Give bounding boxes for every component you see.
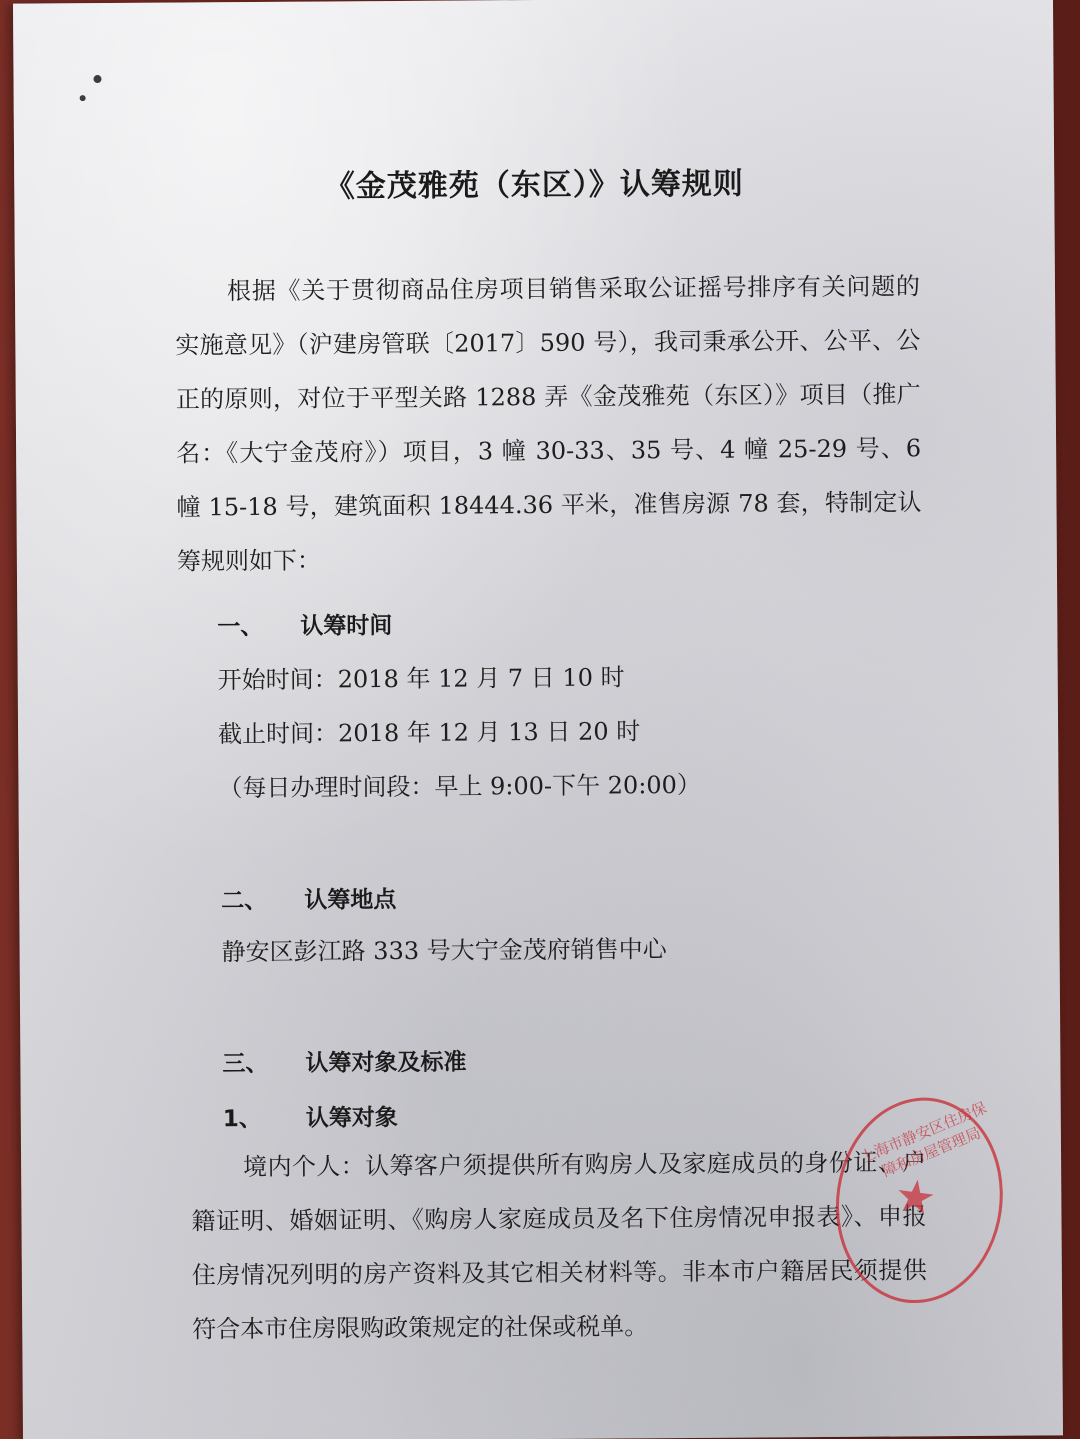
start-time: 开始时间：2018 年 12 月 7 日 10 时 [217, 663, 625, 695]
section-2-title: 认筹地点 [304, 886, 397, 914]
section-3-heading [222, 1044, 466, 1079]
document-sheet [13, 0, 1063, 1439]
pin-hole [93, 75, 101, 83]
section-1-heading [217, 607, 392, 641]
seal-text: 上海市静安区住房保障和房屋管理局 [857, 1098, 990, 1181]
document-title: 《金茂雅苑（东区）》认筹规则 [324, 166, 744, 205]
section-3-title: 认筹对象及标准 [305, 1049, 467, 1077]
subsection-1-title: 认筹对象 [305, 1104, 398, 1132]
subsection-1-number: 1、 [222, 1105, 262, 1133]
pin-hole [80, 95, 86, 101]
subsection-1-heading [223, 1099, 398, 1133]
subsection-1-text: 境内个人：认筹客户须提供所有购房人及家庭成员的身份证、户籍证明、婚姻证明、《购房人家庭成员及名下住房情况申报表》、申报住房情况列明的房产资料及其它相关材料等。非本市户籍居民须提供符合本市住房限购政策规定的社保或税单。 [191, 1148, 927, 1344]
section-1-title: 认筹时间 [300, 613, 393, 640]
daily-hours: （每日办理时间段：早上 9:00-下午 20:00） [218, 770, 701, 803]
location-text: 静安区彭江路 333 号大宁金茂府销售中心 [221, 935, 667, 967]
section-2-number: 二、 [221, 887, 268, 915]
seal-star-icon: ★ [891, 1167, 940, 1227]
section-2-heading [221, 881, 396, 915]
section-3-number: 三、 [222, 1050, 269, 1078]
end-time: 截止时间：2018 年 12 月 13 日 20 时 [217, 717, 641, 749]
section-1-number: 一、 [217, 613, 264, 641]
intro-paragraph: 根据《关于贯彻商品住房项目销售采取公证摇号排序有关问题的实施意见》（沪建房管联〔2017〕590 号），我司秉承公开、公平、公正的原则，对位于平型关路 1288 弄《金茂雅苑（东区）》项目（推广名：《大宁金茂府》）项目，3 幢 30-33、35 号、4 幢 25-29 号、6 幢 15-18 号，建筑面积 18444.36 平米，准售房源 78 套，特制定认筹规则如下： [175, 272, 922, 576]
